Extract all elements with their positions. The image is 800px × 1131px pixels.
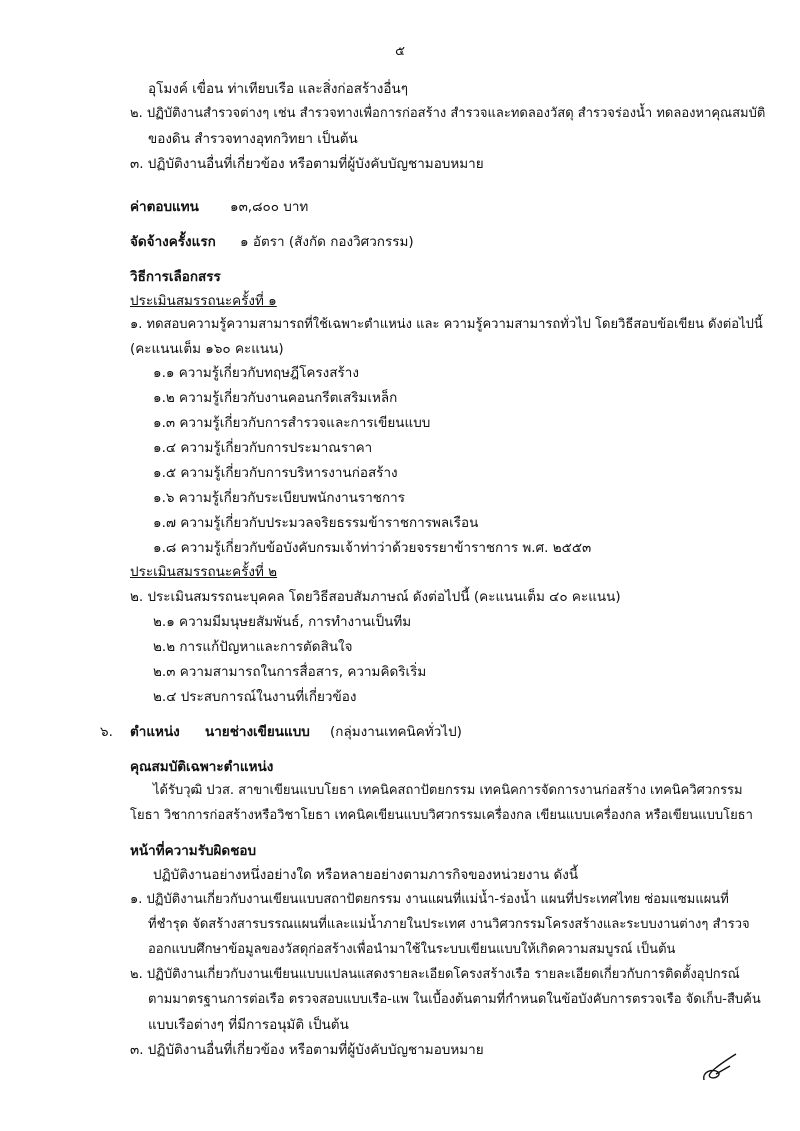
round2-subitem: ๒.๔ ประสบการณ์ในงานที่เกี่ยวข้อง: [153, 689, 357, 705]
duties-heading: หน้าที่ความรับผิดชอบ: [130, 843, 257, 859]
qualifications-line2: โยธา วิชาการก่อสร้างหรือวิชาโยธา เทคนิคเขียนแบบวิศวกรรมเครื่องกล เขียนแบบเครื่องกล หรือเขียนแบบโยธา: [130, 808, 753, 823]
duty-item-2: ๒. ปฏิบัติงานสำรวจต่างๆ เช่น สำรวจทางเพื่อการก่อสร้าง สำรวจและทดลองวัสดุ สำรวจร่องน้ำ ทดลองหาคุณสมบัติ: [130, 106, 766, 121]
duty-item-2-cont: แบบเรือต่างๆ ที่มีการอนุมัติ เป็นต้น: [148, 1017, 349, 1033]
round1-subitem: ๑.๗ ความรู้เกี่ยวกับประมวลจริยธรรมข้าราชการพลเรือน: [153, 515, 479, 531]
signature-mark-icon: [700, 1050, 740, 1084]
round1-heading: ประเมินสมรรถนะครั้งที่ ๑: [130, 293, 277, 309]
round2-subitem: ๒.๑ ความมีมนุษยสัมพันธ์, การทำงานเป็นทีม: [153, 614, 412, 630]
duty-item-2: ๒. ปฏิบัติงานเกี่ยวกับงานเขียนแบบแปลนแสดงรายละเอียดโครงสร้างเรือ รายละเอียดเกี่ยวกับการติดตั้งอุปกรณ์: [130, 967, 740, 982]
duty-item-2-cont: ตามมาตรฐานการต่อเรือ ตรวจสอบแบบเรือ-แพ ในเบื้องต้นตามที่กำหนดในข้อบังคับการตรวจเรือ จัดเก็บ-สืบค้น: [148, 992, 761, 1007]
duty-item-1-cont: ออกแบบศึกษาข้อมูลของวัสดุก่อสร้างเพื่อนำมาใช้ในระบบเขียนแบบให้เกิดความสมบูรณ์ เป็นต้น: [148, 942, 676, 957]
round1-subitem: ๑.๕ ความรู้เกี่ยวกับการบริหารงานก่อสร้าง: [153, 465, 398, 481]
duty-item-3: ๓. ปฏิบัติงานอื่นที่เกี่ยวข้อง หรือตามที่ผู้บังคับบัญชามอบหมาย: [130, 1042, 484, 1058]
position-title-label: ตำแหน่ง: [130, 724, 180, 740]
duties-intro: ปฏิบัติงานอย่างหนึ่งอย่างใด หรือหลายอย่างตามภารกิจของหน่วยงาน ดังนี้: [153, 867, 579, 883]
page-number: ๕: [395, 44, 405, 59]
selection-heading: วิธีการเลือกสรร: [130, 269, 221, 285]
round2-subitem: ๒.๓ ความสามารถในการสื่อสาร, ความคิดริเริ่ม: [153, 664, 427, 680]
round1-subitem: ๑.๓ ความรู้เกี่ยวกับการสำรวจและการเขียนแบบ: [153, 415, 431, 431]
position-group: (กลุ่มงานเทคนิคทั่วไป): [330, 724, 462, 740]
round2-item-line1: ๒. ประเมินสมรรถนะบุคคล โดยวิธีสอบสัมภาษณ์ ดังต่อไปนี้ (คะแนนเต็ม ๔๐ คะแนน): [130, 589, 621, 605]
round1-subitem: ๑.๔ ความรู้เกี่ยวกับการประมาณราคา: [153, 440, 373, 456]
qualifications-heading: คุณสมบัติเฉพาะตำแหน่ง: [130, 759, 274, 775]
round2-heading: ประเมินสมรรถนะครั้งที่ ๒: [130, 564, 278, 580]
duty-item-3: ๓. ปฏิบัติงานอื่นที่เกี่ยวข้อง หรือตามที่ผู้บังคับบัญชามอบหมาย: [130, 156, 484, 172]
round1-item-line2: (คะแนนเต็ม ๑๖๐ คะแนน): [130, 341, 284, 357]
compensation-value: ๑๓,๘๐๐ บาท: [230, 199, 309, 215]
continuation-line: อุโมงค์ เขื่อน ท่าเทียบเรือ และสิ่งก่อสร้างอื่นๆ: [148, 81, 408, 97]
first-hire-label: จัดจ้างครั้งแรก: [130, 234, 216, 250]
position-number: ๖.: [100, 724, 113, 740]
duty-item-2-cont: ของดิน สำรวจทางอุทกวิทยา เป็นต้น: [148, 131, 358, 147]
compensation-label: ค่าตอบแทน: [130, 199, 199, 215]
position-title: นายช่างเขียนแบบ: [205, 724, 310, 740]
round1-subitem: ๑.๒ ความรู้เกี่ยวกับงานคอนกรีตเสริมเหล็ก: [153, 390, 398, 406]
first-hire-value: ๑ อัตรา (สังกัด กองวิศวกรรม): [240, 234, 414, 250]
round1-subitem: ๑.๘ ความรู้เกี่ยวกับข้อบังคับกรมเจ้าท่าว่าด้วยจรรยาข้าราชการ พ.ศ. ๒๕๕๓: [153, 540, 592, 556]
round2-subitem: ๒.๒ การแก้ปัญหาและการตัดสินใจ: [153, 639, 353, 655]
qualifications-line1: ได้รับวุฒิ ปวส. สาขาเขียนแบบโยธา เทคนิคสถาปัตยกรรม เทคนิคการจัดการงานก่อสร้าง เทคนิควิศวกรรม: [153, 783, 743, 798]
round1-subitem: ๑.๖ ความรู้เกี่ยวกับระเบียบพนักงานราชการ: [153, 490, 405, 506]
round1-item-line1: ๑. ทดสอบความรู้ความสามารถที่ใช้เฉพาะตำแหน่ง และ ความรู้ความสามารถทั่วไป โดยวิธีสอบข้อเขียน ดังต่อไปนี้: [130, 317, 763, 332]
round1-subitem: ๑.๑ ความรู้เกี่ยวกับทฤษฎีโครงสร้าง: [153, 365, 359, 381]
duty-item-1-cont: ที่ชำรุด จัดสร้างสารบรรณแผนที่และแม่น้ำภายในประเทศ งานวิศวกรรมโครงสร้างและระบบงานต่างๆ สำรวจ: [148, 917, 750, 932]
duty-item-1: ๑. ปฏิบัติงานเกี่ยวกับงานเขียนแบบสถาปัตยกรรม งานแผนที่แม่น้ำ-ร่องน้ำ แผนที่ประเทศไทย ซ่อมแซมแผนที่: [130, 892, 729, 907]
